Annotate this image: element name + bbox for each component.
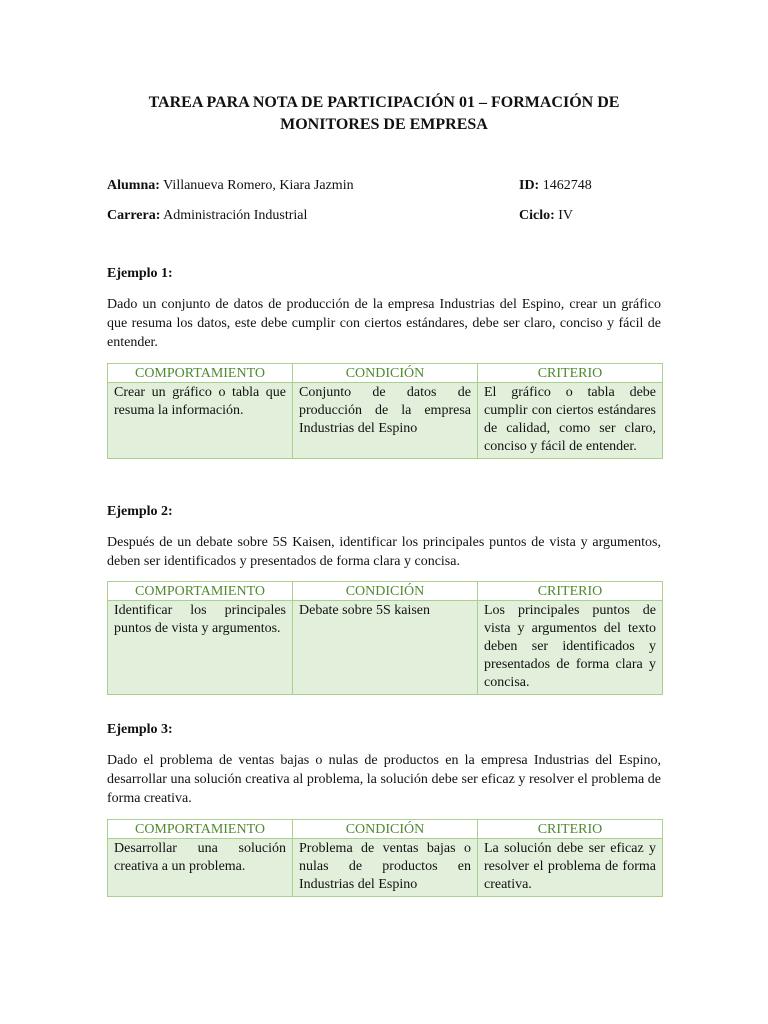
table-header-row bbox=[108, 364, 663, 383]
header-criterio: CRITERIO bbox=[478, 820, 663, 839]
example-2-text: Después de un debate sobre 5S Kaisen, identificar los principales puntos de vista y argumentos, deben ser identificados y presentados de forma clara y concisa. bbox=[107, 535, 661, 569]
table-header-row bbox=[108, 820, 663, 839]
alumna-line bbox=[107, 177, 354, 195]
cell-condicion: Debate sobre 5S kaisen bbox=[293, 601, 478, 695]
table-row bbox=[108, 383, 663, 459]
id-label: ID: bbox=[519, 178, 540, 193]
table-header-row bbox=[108, 582, 663, 601]
example-3-heading: Ejemplo 3: bbox=[107, 722, 173, 737]
ciclo-label: Ciclo: bbox=[519, 208, 555, 223]
header-criterio: CRITERIO bbox=[478, 364, 663, 383]
cell-criterio: Los principales puntos de vista y argumentos del texto deben ser identificados y presentados de forma clara y concisa. bbox=[478, 601, 663, 695]
document-title: TAREA PARA NOTA DE PARTICIPACIÓN 01 – FORMACIÓN DE MONITORES DE EMPRESA bbox=[148, 94, 620, 133]
cell-condicion: Problema de ventas bajas o nulas de productos en Industrias del Espino bbox=[293, 839, 478, 897]
cell-comportamiento: Crear un gráfico o tabla que resuma la información. bbox=[108, 383, 293, 459]
id-line bbox=[519, 177, 592, 195]
alumna-label: Alumna: bbox=[107, 178, 160, 193]
cell-comportamiento: Identificar los principales puntos de vista y argumentos. bbox=[108, 601, 293, 695]
header-comportamiento: COMPORTAMIENTO bbox=[108, 820, 293, 839]
cell-criterio: El gráfico o tabla debe cumplir con ciertos estándares de calidad, como ser claro, conciso y fácil de entender. bbox=[478, 383, 663, 459]
cell-condicion: Conjunto de datos de producción de la empresa Industrias del Espino bbox=[293, 383, 478, 459]
carrera-value: Administración Industrial bbox=[163, 208, 308, 223]
header-criterio: CRITERIO bbox=[478, 582, 663, 601]
carrera-line bbox=[107, 207, 307, 225]
table-row bbox=[108, 839, 663, 897]
example-1-table bbox=[107, 363, 663, 459]
example-2-heading: Ejemplo 2: bbox=[107, 504, 173, 519]
header-condicion: CONDICIÓN bbox=[293, 364, 478, 383]
cell-comportamiento: Desarrollar una solución creativa a un problema. bbox=[108, 839, 293, 897]
example-1-heading: Ejemplo 1: bbox=[107, 266, 173, 281]
ciclo-value: IV bbox=[558, 208, 574, 223]
ciclo-line bbox=[519, 207, 573, 225]
header-condicion: CONDICIÓN bbox=[293, 582, 478, 601]
header-comportamiento: COMPORTAMIENTO bbox=[108, 364, 293, 383]
header-comportamiento: COMPORTAMIENTO bbox=[108, 582, 293, 601]
cell-criterio: La solución debe ser eficaz y resolver el problema de forma creativa. bbox=[478, 839, 663, 897]
example-2-table bbox=[107, 581, 663, 695]
header-condicion: CONDICIÓN bbox=[293, 820, 478, 839]
id-value: 1462748 bbox=[542, 178, 592, 193]
example-1-text: Dado un conjunto de datos de producción de la empresa Industrias del Espino, crear un gráfico que resuma los datos, este debe cumplir con ciertos estándares, debe ser claro, conciso y fácil de entender. bbox=[107, 297, 661, 350]
example-3-table bbox=[107, 819, 663, 897]
alumna-value: Villanueva Romero, Kiara Jazmin bbox=[163, 178, 354, 193]
carrera-label: Carrera: bbox=[107, 208, 161, 223]
example-3-text: Dado el problema de ventas bajas o nulas de productos en la empresa Industrias del Espino, desarrollar una solución creativa al problema, la solución debe ser eficaz y resolver el problema de forma creativa. bbox=[107, 753, 661, 806]
table-row bbox=[108, 601, 663, 695]
